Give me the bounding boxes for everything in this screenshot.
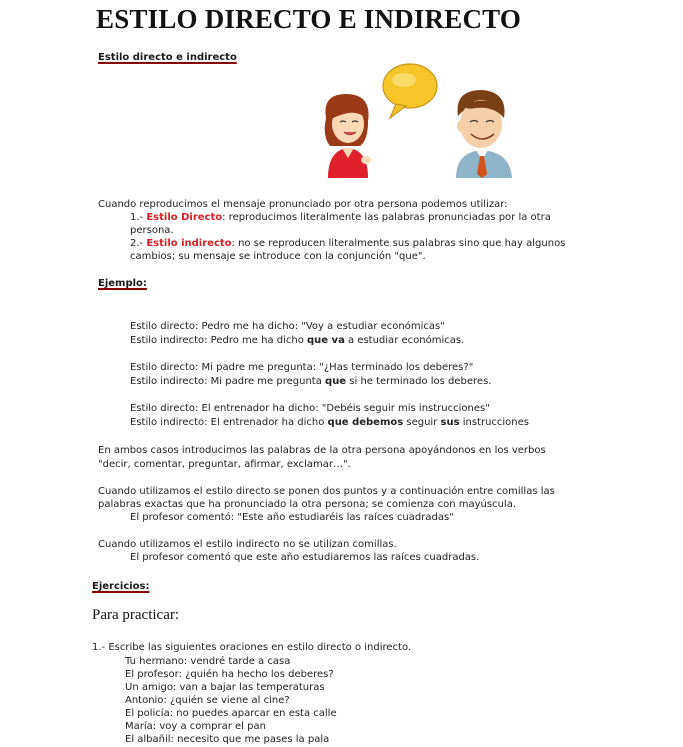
- conversation-illustration: [316, 56, 526, 180]
- intro-text: Cuando reproducimos el mensaje pronunciado por otra persona podemos utilizar:: [98, 199, 508, 210]
- item-1-number: 1.-: [130, 212, 147, 223]
- exercise-sentence: María: voy a comprar el pan: [125, 721, 266, 732]
- example-1-indirect-part: a estudiar económicas.: [344, 335, 465, 346]
- exercise-instruction: 1.- Escribe las siguientes oraciones en estilo directo o indirecto.: [92, 642, 412, 653]
- item-1-continuation: persona.: [130, 225, 174, 236]
- paragraph-1-line-1: En ambos casos introducimos las palabras de la otra persona apoyándonos en los verbos: [98, 445, 546, 456]
- example-2-indirect-part: si he terminado los deberes.: [346, 376, 492, 387]
- example-3-indirect-part: seguir: [403, 417, 441, 428]
- para-practicar-heading: Para practicar:: [92, 607, 180, 623]
- speech-bubble-icon: [383, 64, 437, 118]
- exercise-sentence: El profesor: ¿quién ha hecho los deberes?: [125, 669, 334, 680]
- page-title: ESTILO DIRECTO E INDIRECTO: [96, 4, 522, 34]
- ejemplo-heading: Ejemplo:: [98, 278, 147, 289]
- ejercicios-heading: Ejercicios:: [92, 581, 150, 592]
- paragraph-3-line-1: Cuando utilizamos el estilo indirecto no se utilizan comillas.: [98, 539, 397, 550]
- exercise-sentence: El policía: no puedes aparcar en esta calle: [125, 708, 337, 719]
- item-2-continuation: cambios; su mensaje se introduce con la conjunción "que".: [130, 251, 426, 262]
- example-3-indirect-highlight: sus: [440, 417, 460, 428]
- item-1-label: Estilo Directo: [146, 212, 223, 223]
- boy-figure-icon: [456, 90, 512, 178]
- example-1-direct: Estilo directo: Pedro me ha dicho: "Voy a estudiar económicas": [130, 321, 445, 332]
- item-2: [130, 237, 565, 250]
- example-2-direct: Estilo directo: Mi padre me pregunta: "¿Has terminado los deberes?": [130, 362, 474, 373]
- exercise-sentence: Tu hermano: vendré tarde a casa: [125, 656, 291, 667]
- example-1-indirect: [130, 334, 464, 347]
- item-2-label: Estilo indirecto: [146, 238, 232, 249]
- example-3-direct: Estilo directo: El entrenador ha dicho: "Debéis seguir mis instrucciones": [130, 403, 490, 414]
- paragraph-2-line-1: Cuando utilizamos el estilo directo se ponen dos puntos y a continuación entre comillas las: [98, 486, 555, 497]
- example-3-indirect-part: Estilo indirecto: El entrenador ha dicho: [130, 417, 328, 428]
- paragraph-3-example: El profesor comentó que este año estudiaremos las raíces cuadradas.: [130, 552, 480, 563]
- paragraph-1-line-2: "decir, comentar, preguntar, afirmar, exclamar…".: [98, 459, 351, 470]
- item-2-number: 2.-: [130, 238, 147, 249]
- girl-figure-icon: [325, 94, 371, 178]
- section-heading: Estilo directo e indirecto: [98, 52, 237, 63]
- exercise-sentence: Antonio: ¿quién se viene al cine?: [125, 695, 290, 706]
- item-1: [130, 211, 551, 224]
- example-2-indirect: [130, 375, 491, 388]
- exercise-sentence: Un amigo: van a bajar las temperaturas: [125, 682, 325, 693]
- exercise-sentence: El albañil: necesito que me pases la pala: [125, 734, 330, 745]
- paragraph-2-example: El profesor comentó: "Este año estudiaréis las raíces cuadradas": [130, 512, 454, 523]
- example-3-indirect-part: instrucciones: [459, 417, 529, 428]
- example-1-indirect-highlight: que va: [307, 335, 345, 346]
- example-1-indirect-part: Estilo indirecto: Pedro me ha dicho: [130, 335, 308, 346]
- item-1-text: : reproducimos literalmente las palabras pronunciadas por la otra: [222, 212, 551, 223]
- example-2-indirect-highlight: que: [325, 376, 347, 387]
- example-3-indirect: [130, 416, 529, 429]
- item-2-text: : no se reproducen literalmente sus palabras sino que hay algunos: [231, 238, 566, 249]
- example-2-indirect-part: Estilo indirecto: Mi padre me pregunta: [130, 376, 326, 387]
- example-3-indirect-highlight: que debemos: [327, 417, 404, 428]
- paragraph-2-line-2: palabras exactas que ha pronunciado la otra persona; se comienza con mayúscula.: [98, 499, 517, 510]
